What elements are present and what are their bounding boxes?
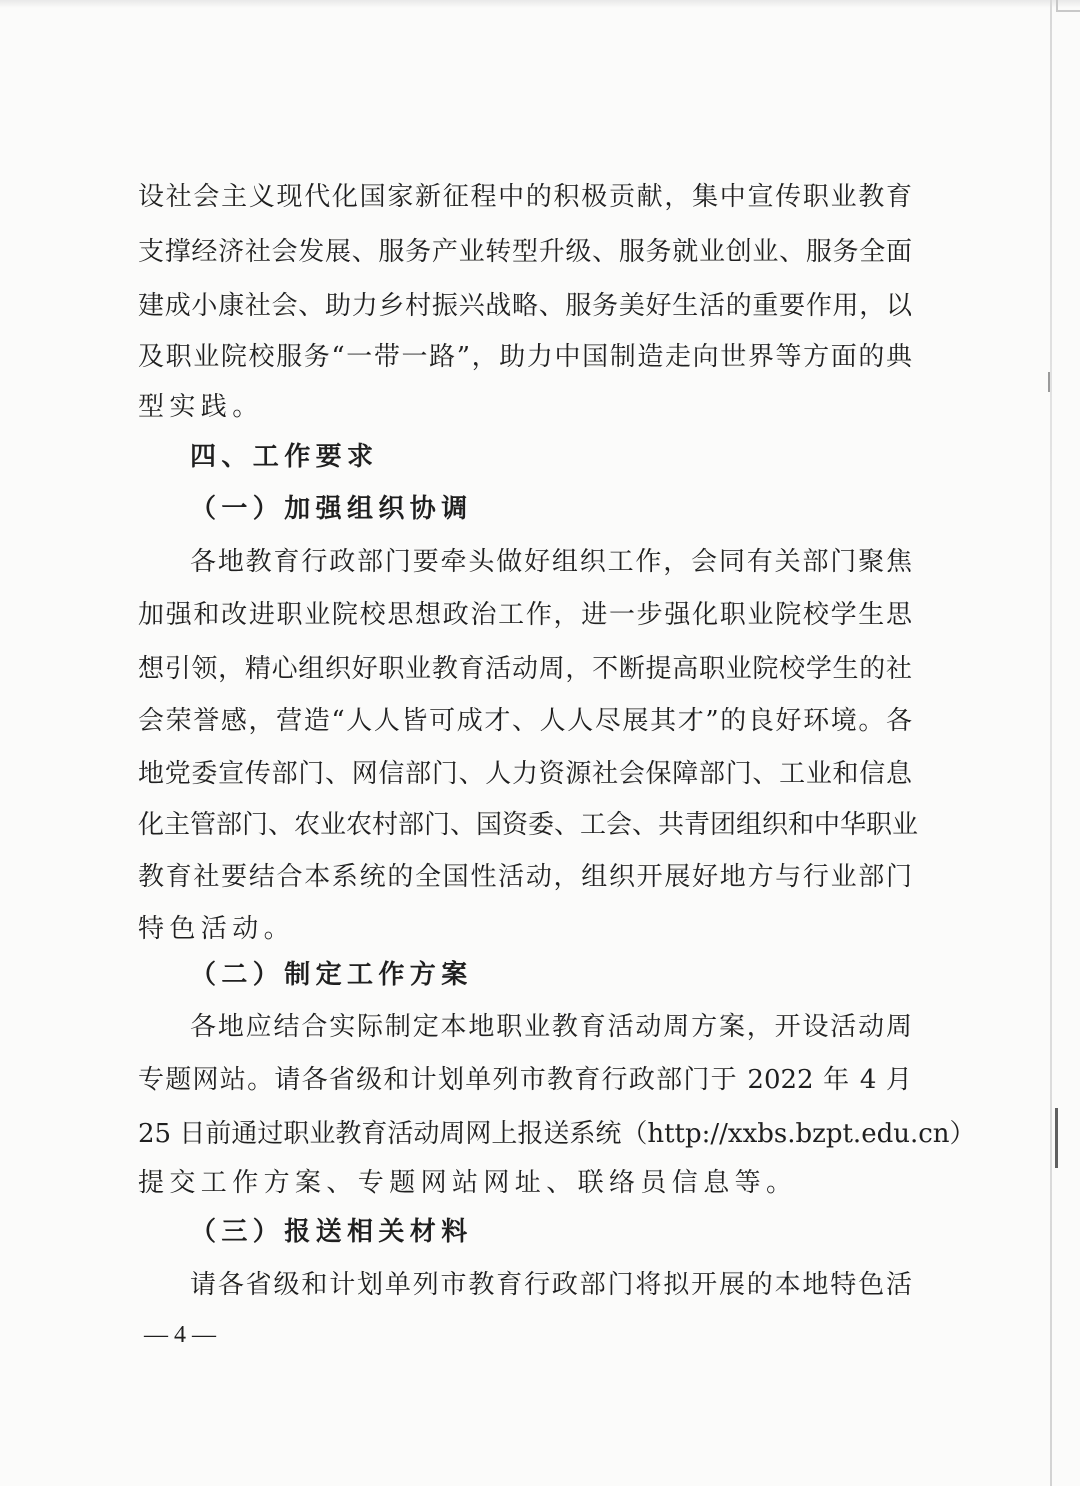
body-line: 各地应结合实际制定本地职业教育活动周方案，开设活动周 [190,1012,912,1042]
body-line: 25 日前通过职业教育活动周网上报送系统（http://xxbs.bzpt.edu.cn） [138,1119,976,1149]
body-line: 教育社要结合本系统的全国性活动，组织开展好地方与行业部门 [138,862,912,892]
body-line: 专题网站。请各省级和计划单列市教育行政部门于 2022 年 4 月 [138,1065,912,1095]
scan-mark [1048,372,1050,392]
subsection-heading: （二）制定工作方案 [190,960,473,990]
page-right-edge [1050,0,1052,1486]
body-line: 想引领，精心组织好职业教育活动周，不断提高职业院校学生的社 [138,654,912,684]
section-heading: 四、工作要求 [190,442,379,472]
body-line: 特色活动。 [138,914,296,944]
body-line: 提交工作方案、专题网站网址、联络员信息等。 [138,1168,798,1198]
scan-top-shadow [0,0,1080,8]
body-line: 加强和改进职业院校思想政治工作，进一步强化职业院校学生思 [138,600,912,630]
subsection-heading: （三）报送相关材料 [190,1217,473,1247]
body-line: 会荣誉感，营造“人人皆可成才、人人尽展其才”的良好环境。各 [138,706,912,736]
body-line: 支撑经济社会发展、服务产业转型升级、服务就业创业、服务全面 [138,237,912,267]
body-line: 化主管部门、农业农村部门、国资委、工会、共青团组织和中华职业 [138,810,919,840]
scan-corner-mark [1056,0,1080,12]
body-line: 型实践。 [138,392,264,422]
body-line: 及职业院校服务“一带一路”，助力中国制造走向世界等方面的典 [138,342,912,372]
body-line: 设社会主义现代化国家新征程中的积极贡献，集中宣传职业教育 [138,182,912,212]
scan-mark [1055,1108,1058,1168]
page-number: — 4 — [144,1322,216,1348]
body-line: 地党委宣传部门、网信部门、人力资源社会保障部门、工业和信息 [138,759,912,789]
body-line: 建成小康社会、助力乡村振兴战略、服务美好生活的重要作用，以 [138,291,912,321]
body-line: 各地教育行政部门要牵头做好组织工作，会同有关部门聚焦 [190,547,912,577]
body-line: 请各省级和计划单列市教育行政部门将拟开展的本地特色活 [190,1270,912,1300]
subsection-heading: （一）加强组织协调 [190,494,473,524]
